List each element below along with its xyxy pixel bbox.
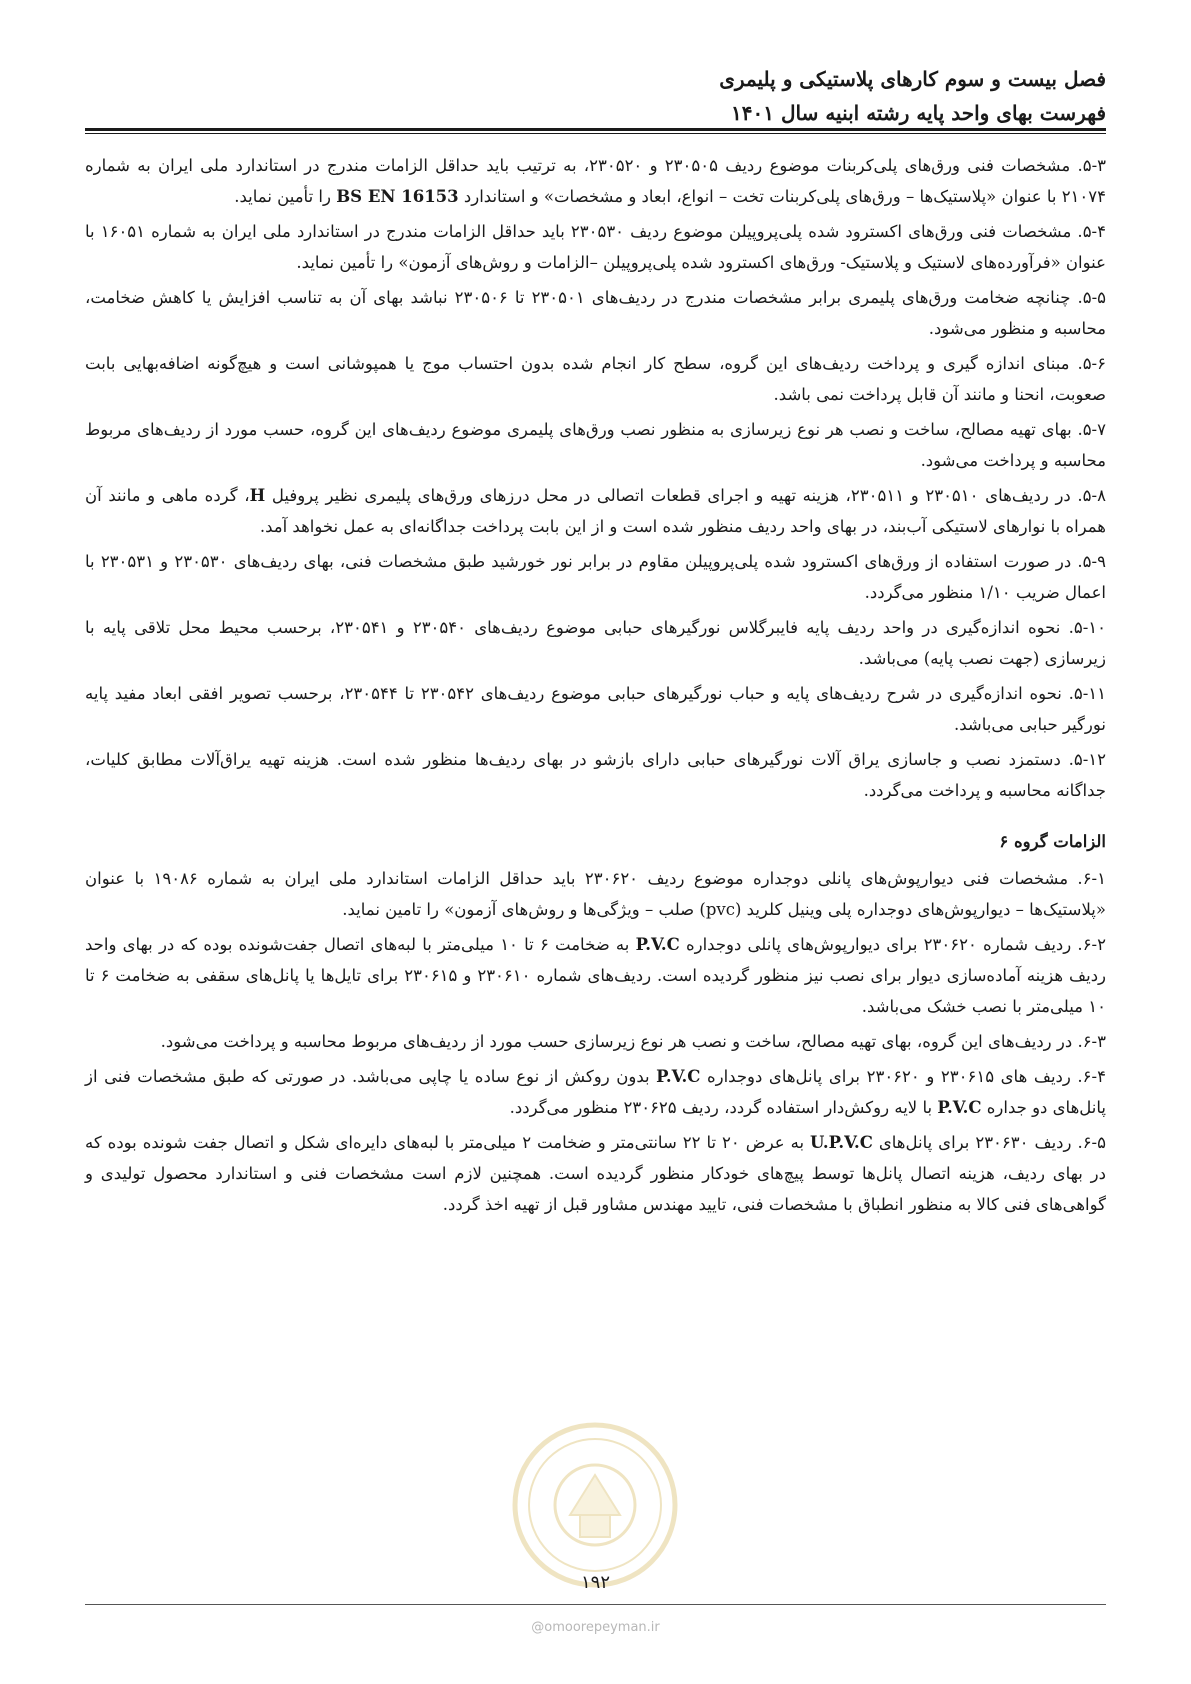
paragraph-6-5: ۶-۵. ردیف ۲۳۰۶۳۰ برای پانل‌های U.P.V.C به عرض ۲۰ تا ۲۲ سانتی‌متر و ضخامت ۲ میلی‌متر با لبه‌های دایره‌ای شکل و اتصال جفت شونده بوده که در بهای ردیف، هزینه اتصال پانل‌ها توسط پیچ‌های خودکار منظور گردیده است. همچنین لازم است مشخصات فنی و استاندارد محصول تولیدی و گواهی‌های فنی کالا به منظور انطباق با مشخصات فنی، تایید مهندس مشاور قبل از تهیه اخذ گردد. [85, 1133, 1106, 1214]
paragraph-5-12: ۵-۱۲. دستمزد نصب و جاسازی یراق آلات نورگیرهای حبابی دارای بازشو در بهای ردیف‌ها منظور شده است. هزینه تهیه یراق‌آلات مطابق کلیات، جداگانه محاسبه و پرداخت می‌گردد. [85, 750, 1106, 800]
paragraph-6-4: ۶-۴. ردیف های ۲۳۰۶۱۵ و ۲۳۰۶۲۰ برای پانل‌های دوجداره P.V.C بدون روکش از نوع ساده یا چاپی می‌باشد. در صورتی که طبق مشخصات فنی از پانل‌های دو جداره P.V.C با لایه روکش‌دار استفاده گردد، ردیف ۲۳۰۶۲۵ منظور می‌گردد. [85, 1067, 1106, 1117]
paragraph-6-3: ۶-۳. در ردیف‌های این گروه، بهای تهیه مصالح، ساخت و نصب هر نوع زیرسازی حسب مورد از ردیف‌های مربوط محاسبه و پرداخت می‌شود. [160, 1032, 1106, 1051]
paragraph-6-2: ۶-۲. ردیف شماره ۲۳۰۶۲۰ برای دیوارپوش‌های پانلی دوجداره P.V.C به ضخامت ۶ تا ۱۰ میلی‌متر با لبه‌های اتصال جفت‌شونده بوده که در بهای واحد ردیف هزینه آماده‌سازی دیوار برای نصب نیز منظور گردیده است. ردیف‌های شماره ۲۳۰۶۱۰ و ۲۳۰۶۱۵ برای تایل‌ها یا پانل‌های سقفی به ضخامت ۶ تا ۱۰ میلی‌متر با نصب خشک می‌باشد. [85, 935, 1107, 1016]
standard-code: BS EN 16153 [336, 187, 459, 206]
paragraph-5-6: ۵-۶. مبنای اندازه گیری و پرداخت ردیف‌های این گروه، سطح کار انجام شده بدون احتساب موج یا همپوشانی است و هیچ‌گونه اضافه‌بهایی بابت صعوبت، انحنا و مانند آن قابل پرداخت نمی باشد. [85, 354, 1106, 404]
watermark-url: @omoorepeyman.ir [531, 1620, 660, 1635]
chapter-title: فصل بیست و سوم کارهای پلاستیکی و پلیمری [719, 67, 1106, 91]
paragraph-5-4: ۵-۴. مشخصات فنی ورق‌های اکسترود شده پلی‌پروپیلن موضوع ردیف ۲۳۰۵۳۰ باید حداقل الزامات مندرج در استاندارد ملی ایران به شماره ۱۶۰۵۱ با عنوان «فرآورده‌های لاستیک و پلاستیک- ورق‌های اکسترود شده پلی‌پروپیلن –الزامات و روش‌های آزمون» را تأمین نماید. [85, 222, 1106, 272]
paragraph-5-10: ۵-۱۰. نحوه اندازه‌گیری در واحد ردیف پایه فایبرگلاس نورگیرهای حبابی موضوع ردیف‌های ۲۳۰۵۴۰ و ۲۳۰۵۴۱، برحسب محیط محل تلاقی پایه با زیرسازی (جهت نصب پایه) می‌باشد. [85, 618, 1106, 668]
header-rule [85, 128, 1106, 131]
paragraph-5-8: ۵-۸. در ردیف‌های ۲۳۰۵۱۰ و ۲۳۰۵۱۱، هزینه تهیه و اجرای قطعات اتصالی در محل درزهای ورق‌های پلیمری نظیر پروفیل H، گرده ماهی و مانند آن همراه با نوارهای لاستیکی آب‌بند، در بهای واحد ردیف منظور شده است و از این بابت پرداخت جداگانه‌ای به عمل نخواهد آمد. [85, 486, 1106, 536]
paragraph-5-7: ۵-۷. بهای تهیه مصالح، ساخت و نصب هر نوع زیرسازی به منظور نصب ورق‌های پلیمری موضوع ردیف‌های این گروه، حسب مورد از ردیف‌های مربوط محاسبه و پرداخت می‌شود. [85, 420, 1106, 470]
price-list-title: فهرست بهای واحد پایه رشته ابنیه سال ۱۴۰۱ [731, 101, 1106, 125]
paragraph-6-1: ۶-۱. مشخصات فنی دیوارپوش‌های پانلی دوجداره موضوع ردیف ۲۳۰۶۲۰ باید حداقل الزامات استاندارد ملی ایران به شماره ۱۹۰۸۶ با عنوان «پلاستیک‌ها – دیوارپوش‌های دوجداره پلی وینیل کلرید (pvc) صلب – ویژگی‌ها و روش‌های آزمون» را تامین نماید. [85, 869, 1106, 919]
seal-watermark-icon [510, 1420, 680, 1590]
paragraph-5-9: ۵-۹. در صورت استفاده از ورق‌های اکسترود شده پلی‌پروپیلن مقاوم در برابر نور خورشید طبق مشخصات فنی، بهای ردیف‌های ۲۳۰۵۳۰ و ۲۳۰۵۳۱ با اعمال ضریب ۱/۱۰ منظور می‌گردد. [85, 552, 1106, 602]
header-rule-thin [85, 133, 1106, 134]
paragraph-5-11: ۵-۱۱. نحوه اندازه‌گیری در شرح ردیف‌های پایه و حباب نورگیرهای حبابی موضوع ردیف‌های ۲۳۰۵۴۲ تا ۲۳۰۵۴۴، برحسب تصویر افقی ابعاد مفید پایه نورگیر حبابی می‌باشد. [85, 684, 1106, 734]
document-body [85, 150, 1106, 1224]
footer-rule [85, 1604, 1106, 1605]
paragraph-5-3: ۵-۳. مشخصات فنی ورق‌های پلی‌کربنات موضوع ردیف ۲۳۰۵۰۵ و ۲۳۰۵۲۰، به ترتیب باید حداقل الزامات مندرج در استاندارد ملی ایران به شماره ۲۱۰۷۴ با عنوان «پلاستیک‌ها – ورق‌های پلی‌کربنات تخت – انواع، ابعاد و مشخصات» و استاندارد BS EN 16153 را تأمین نماید. [85, 156, 1107, 206]
section-title-group-6: الزامات گروه ۶ [999, 832, 1106, 851]
page-header [85, 62, 1106, 130]
paragraph-5-5: ۵-۵. چنانچه ضخامت ورق‌های پلیمری برابر مشخصات مندرج در ردیف‌های ۲۳۰۵۰۱ تا ۲۳۰۵۰۶ نباشد بهای آن به تناسب افزایش یا کاهش ضخامت، محاسبه و منظور می‌شود. [85, 288, 1107, 338]
page-number: ۱۹۲ [580, 1572, 610, 1593]
